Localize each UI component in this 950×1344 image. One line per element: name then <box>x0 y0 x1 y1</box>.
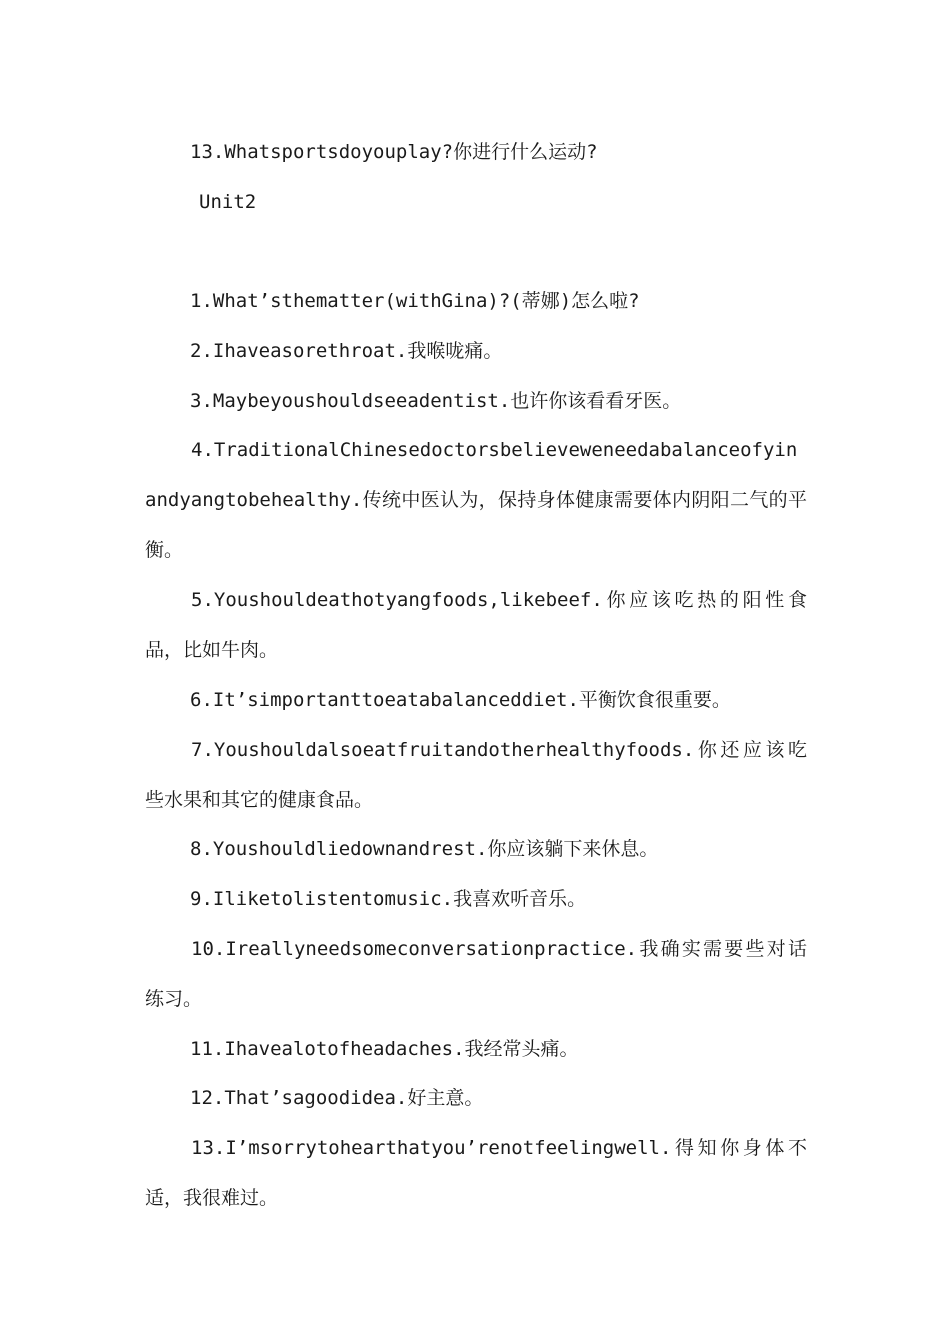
sentence-6: 6.It’simportanttoeatabalanceddiet.平衡饮食很重要。 <box>190 689 731 711</box>
sentence-13: 13.I’msorrytohearthatyou’renotfeelingwell.得知你身体不适，我很难过。 <box>145 1137 807 1209</box>
sentence-3: 3.Maybeyoushouldseeadentist.也许你该看看牙医。 <box>190 390 682 412</box>
sentence-1: 1.What’sthematter(withGina)?(蒂娜)怎么啦? <box>190 290 640 312</box>
sentence-prev-13: 13.Whatsportsdoyouplay?你进行什么运动? <box>190 141 598 163</box>
sentence-8: 8.Youshouldliedownandrest.你应该躺下来休息。 <box>190 838 659 860</box>
section-heading-unit2: Unit2 <box>199 191 257 213</box>
sentence-7: 7.Youshouldalsoeatfruitandotherhealthyfoods.你还应该吃些水果和其它的健康食品。 <box>145 739 807 811</box>
sentence-5: 5.Youshouldeathotyangfoods,likebeef.你应该吃热的阳性食品，比如牛肉。 <box>145 589 807 661</box>
sentence-10: 10.Ireallyneedsomeconversationpractice.我确实需要些对话练习。 <box>145 938 807 1010</box>
sentence-11: 11.Ihavealotofheadaches.我经常头痛。 <box>190 1038 579 1060</box>
sentence-9: 9.Iliketolistentomusic.我喜欢听音乐。 <box>190 888 587 910</box>
sentence-2: 2.Ihaveasorethroat.我喉咙痛。 <box>190 340 503 362</box>
sentence-4: 4.TraditionalChinesedoctorsbelieveweneedabalanceofyinandyangtobehealthy.传统中医认为，保持身体健康需要体内阴阳二气的平衡。 <box>145 439 807 561</box>
sentence-12: 12.That’sagoodidea.好主意。 <box>190 1087 484 1109</box>
